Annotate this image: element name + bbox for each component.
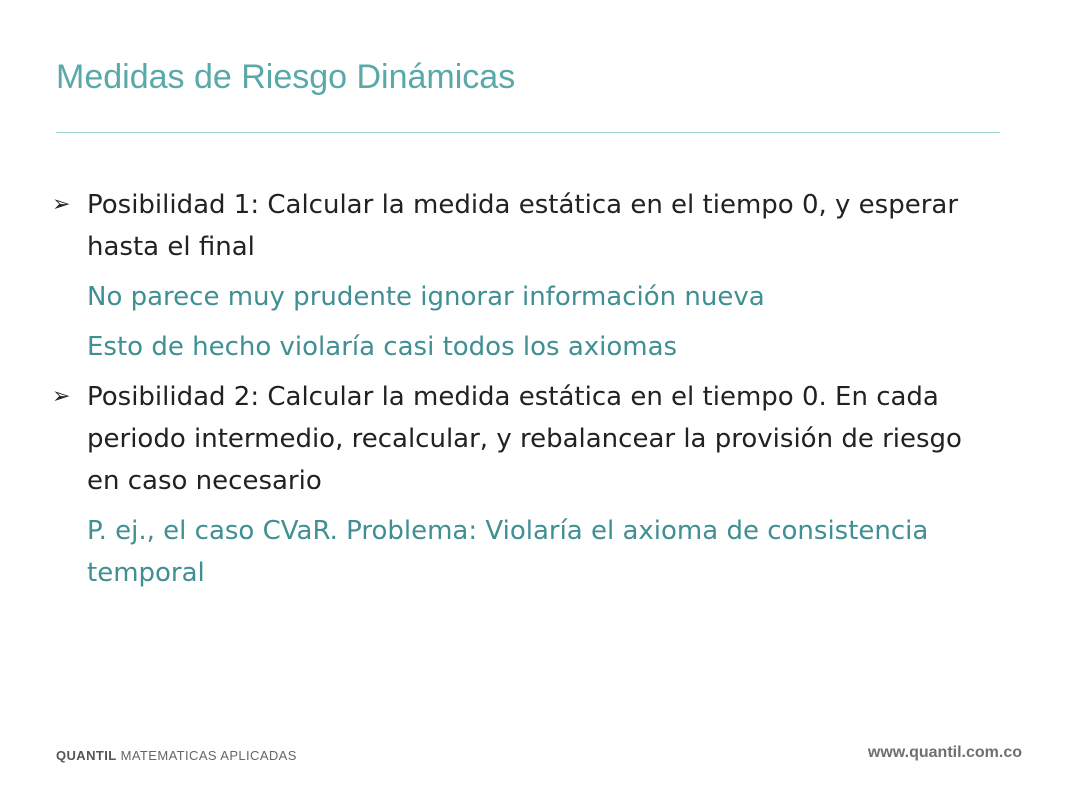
bullet-text-2: Posibilidad 2: Calcular la medida estática en el tiempo 0. En cada periodo intermedio, recalcular, y rebalancear la provisión de riesgo en caso necesario (87, 382, 962, 496)
footer-url: www.quantil.com.co (867, 744, 1022, 761)
footer-brand (56, 748, 297, 763)
note-1-1: No parece muy prudente ignorar información nueva (87, 282, 765, 312)
brand-tagline: MATEMATICAS APLICADAS (120, 748, 297, 763)
note-2-1: P. ej., el caso CVaR. Problema: Violaría el axioma de consistencia temporal (87, 516, 929, 588)
arrowhead-bullet-icon: ➢ (52, 384, 71, 409)
title-divider (56, 132, 1000, 133)
bullet-item-2 (52, 376, 972, 502)
bullet-text-1: Posibilidad 1: Calcular la medida estática en el tiempo 0, y esperar hasta el final (87, 190, 959, 262)
arrowhead-bullet-icon: ➢ (52, 192, 71, 217)
note-1-2: Esto de hecho violaría casi todos los axiomas (87, 332, 678, 362)
brand-name: QUANTIL (56, 748, 117, 763)
slide-title: Medidas de Riesgo Dinámicas (56, 58, 516, 96)
slide-content (52, 184, 972, 602)
bullet-item-1 (52, 184, 972, 268)
